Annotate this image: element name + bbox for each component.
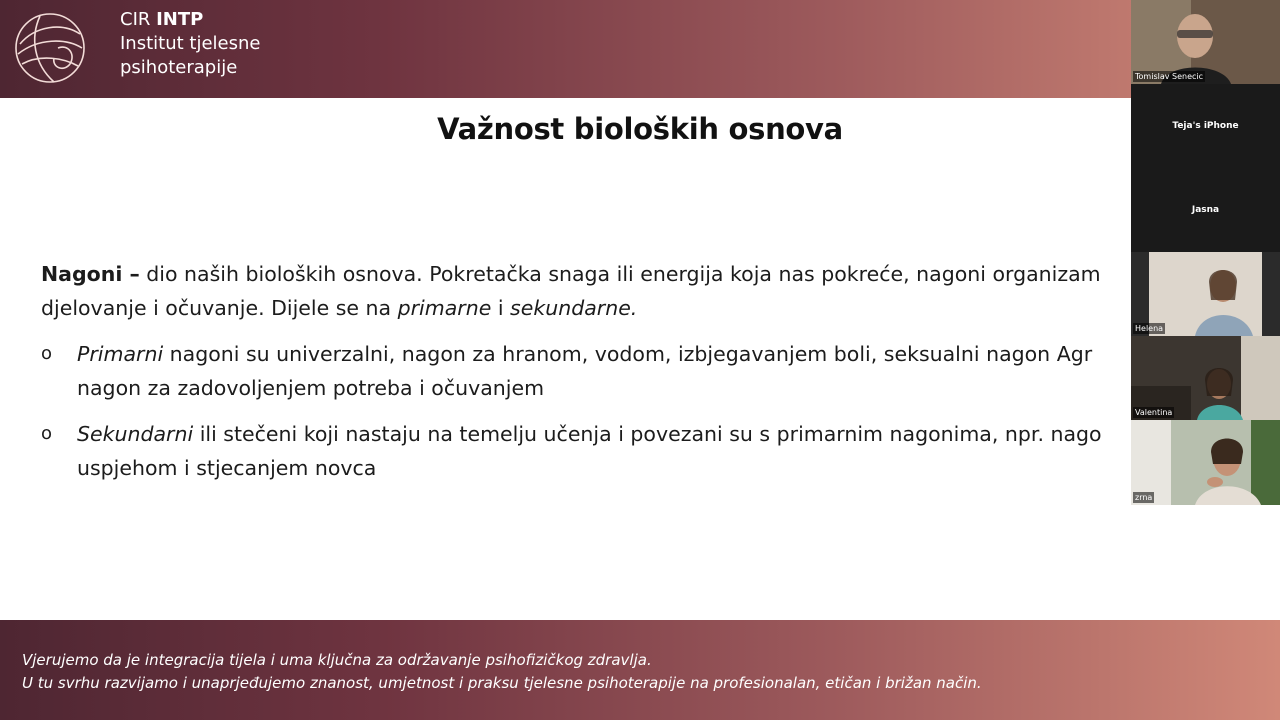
definition-conjunction: i xyxy=(491,296,511,320)
slide-content xyxy=(41,257,1141,485)
bullet-text: nagoni su univerzalni, nagon za hranom, vodom, izbjegavanjem boli, seksualni nagon Agr xyxy=(163,342,1093,366)
brand-bold: INTP xyxy=(156,9,204,30)
bullet-text: ili stečeni koji nastaju na temelju učenja i povezani su s primarnim nagonima, npr. nago xyxy=(193,422,1102,446)
brand-full: Institut tjelesne psihoterapije xyxy=(120,33,261,78)
participant-name: Jasna xyxy=(1191,205,1220,215)
definition-text: dio naših bioloških osnova. Pokretačka snaga ili energija koja nas pokreće, nagoni organizam xyxy=(139,262,1101,286)
participant-tile-valentina[interactable] xyxy=(1131,336,1280,420)
brand-short xyxy=(120,8,290,32)
brand-prefix: CIR xyxy=(120,9,157,30)
bullet-line-2: uspjehom i stjecanjem novca xyxy=(77,456,377,480)
participant-name: Tomislav Senecic xyxy=(1135,72,1204,81)
definition-text-2: djelovanje i očuvanje. Dijele se na xyxy=(41,296,398,320)
cir-intp-logo-icon xyxy=(10,8,90,88)
footer-line-2: U tu svrhu razvijamo i unaprjeđujemo znanost, umjetnost i praksu tjelesne psihoterapije na profesionalan, etičan i brižan način. xyxy=(22,674,982,692)
participant-name: Teja's iPhone xyxy=(1172,121,1239,131)
definition-line-1 xyxy=(41,257,1141,291)
footer-line-1: Vjerujemo da je integracija tijela i uma ključna za održavanje psihofizičkog zdravlja. xyxy=(22,651,652,669)
bullet-secondary xyxy=(41,417,1141,485)
participant-tile-helena[interactable] xyxy=(1131,252,1280,336)
bullet-line-2: nagon za zadovoljenjem potreba i očuvanjem xyxy=(77,376,545,400)
organization-name xyxy=(120,8,290,80)
participant-name: Helena xyxy=(1135,324,1164,333)
definition-emphasis-primary: primarne xyxy=(397,296,492,320)
definition-line-2 xyxy=(41,291,1141,325)
participants-panel xyxy=(1131,0,1280,505)
definition-term: Nagoni – xyxy=(41,262,140,286)
slide-header-banner xyxy=(0,0,1280,98)
participant-tile-teja[interactable] xyxy=(1131,84,1280,168)
participant-tile-zrna[interactable] xyxy=(1131,420,1280,505)
participant-name: zrna xyxy=(1135,493,1153,502)
bullet-line-1 xyxy=(77,417,1141,451)
bullet-marker: o xyxy=(41,423,53,444)
slide-title: Važnost bioloških osnova xyxy=(437,112,843,146)
participant-name: Valentina xyxy=(1135,408,1173,417)
definition-emphasis-secondary: sekundarne. xyxy=(510,296,638,320)
participant-tile-tomislav[interactable] xyxy=(1131,0,1280,84)
bullet-primary xyxy=(41,337,1141,405)
definition-paragraph xyxy=(41,257,1141,325)
footer-mission xyxy=(22,649,982,695)
slide-footer xyxy=(0,620,1280,720)
bullet-line-1 xyxy=(77,337,1141,371)
bullet-marker: o xyxy=(41,343,53,364)
bullet-emphasis: Sekundarni xyxy=(77,422,194,446)
bullet-emphasis: Primarni xyxy=(77,342,164,366)
participant-tile-jasna[interactable] xyxy=(1131,168,1280,252)
